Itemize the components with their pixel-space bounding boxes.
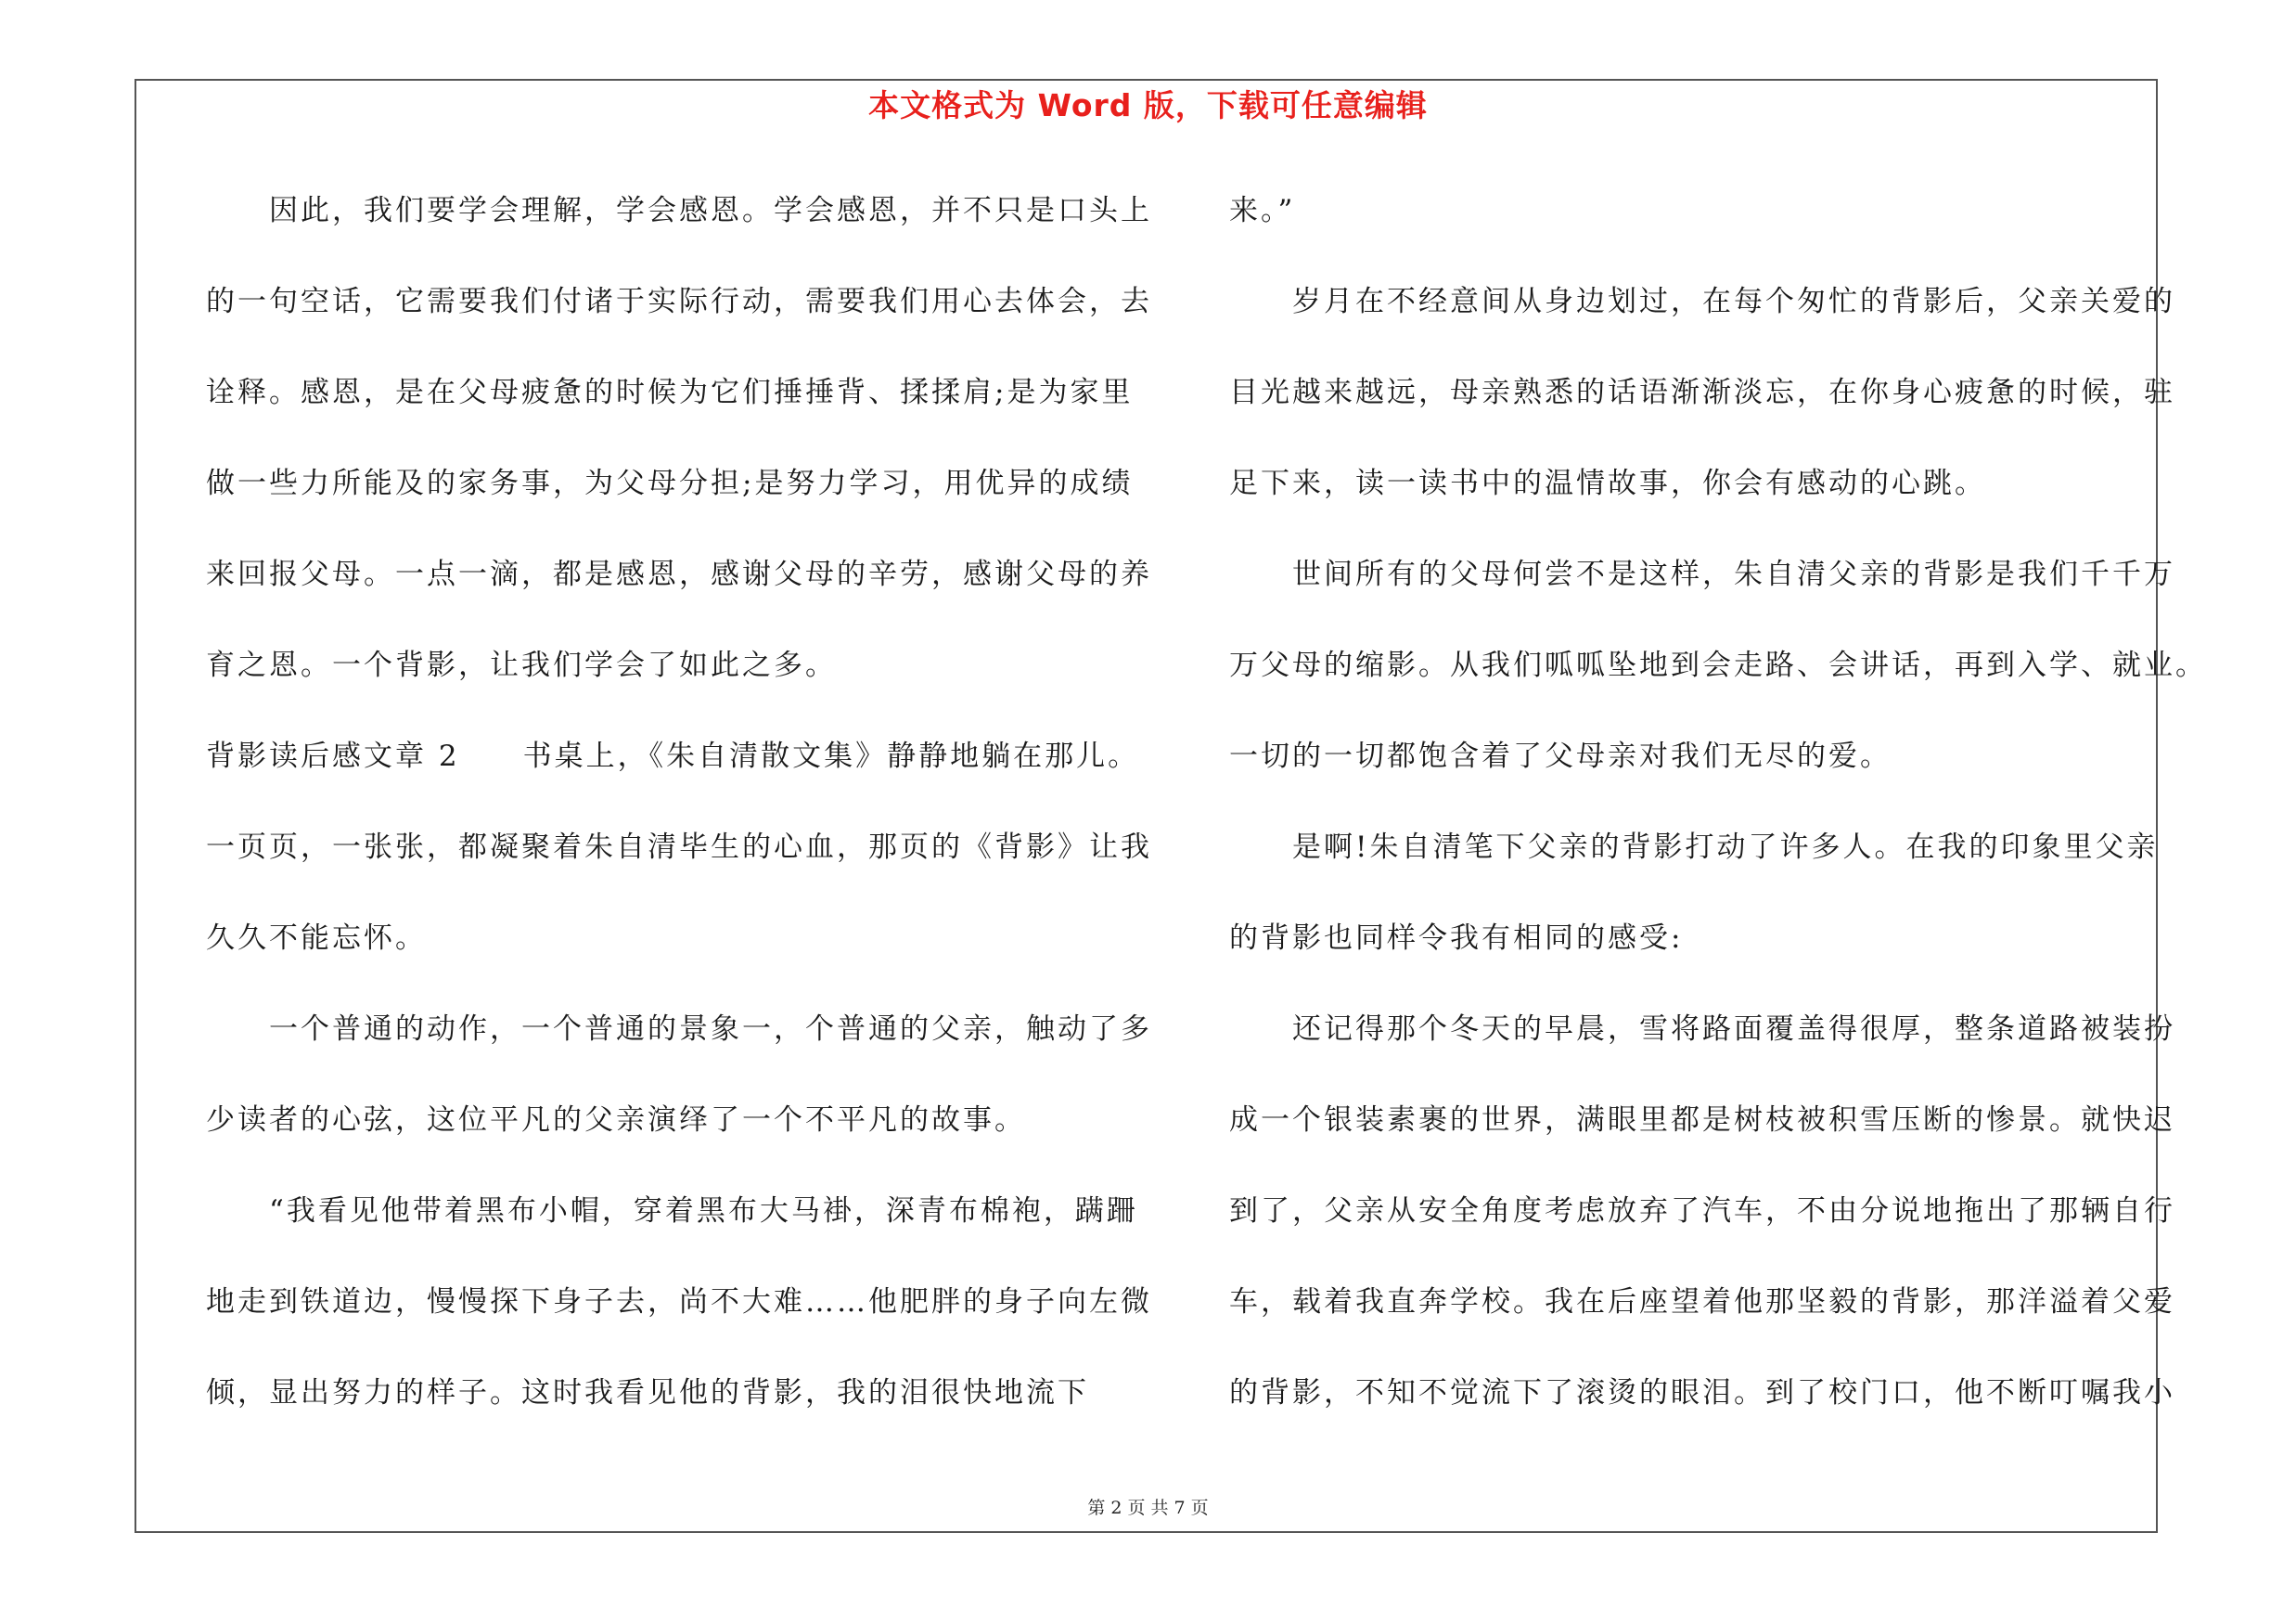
text-line: 车，载着我直奔学校。我在后座望着他那坚毅的背影，那洋溢着父爱 (1229, 1285, 2175, 1319)
text-line: 足下来，读一读书中的温情故事，你会有感动的心跳。 (1229, 467, 1986, 500)
text-line: 久久不能忘怀。 (206, 921, 427, 955)
text-line: 还记得那个冬天的早晨，雪将路面覆盖得很厚，整条道路被装扮 (1229, 1012, 2175, 1046)
text-line: 少读者的心弦，这位平凡的父亲演绎了一个不平凡的故事。 (206, 1103, 1026, 1137)
text-line: 背影读后感文章 2 书桌上，《朱自清散文集》静静地躺在那儿。 (206, 740, 1140, 773)
text-line: 来回报父母。一点一滴，都是感恩，感谢父母的辛劳，感谢父母的养 (206, 558, 1152, 591)
text-line: 因此，我们要学会理解，学会感恩。学会感恩，并不只是口头上 (206, 194, 1152, 227)
text-line: 倾，显出努力的样子。这时我看见他的背影，我的泪很快地流下 (206, 1376, 1089, 1410)
right-text-column (1229, 186, 2207, 1459)
text-line: 成一个银装素裹的世界，满眼里都是树枝被积雪压断的惨景。就快迟 (1229, 1103, 2175, 1137)
document-header: 本文格式为 Word 版，下载可任意编辑 (868, 87, 1428, 123)
text-line: 诠释。感恩，是在父母疲惫的时候为它们捶捶背、揉揉肩;是为家里 (206, 376, 1134, 409)
text-line: 的一句空话，它需要我们付诸于实际行动，需要我们用心去体会，去 (206, 285, 1152, 318)
text-line: “我看见他带着黑布小帽，穿着黑布大马褂，深青布棉袍，蹒跚 (206, 1194, 1138, 1228)
text-line: 万父母的缩影。从我们呱呱坠地到会走路、会讲话，再到入学、就业。 (1229, 649, 2207, 682)
text-line: 地走到铁道边，慢慢探下身子去，尚不大难……他肥胖的身子向左微 (206, 1285, 1152, 1319)
text-line: 是啊!朱自清笔下父亲的背影打动了许多人。在我的印象里父亲 (1229, 831, 2159, 864)
left-text-column (206, 186, 1152, 1459)
text-line: 的背影也同样令我有相同的感受: (1229, 921, 1684, 955)
text-line: 一切的一切都饱含着了父母亲对我们无尽的爱。 (1229, 740, 1892, 773)
text-line: 一个普通的动作，一个普通的景象一，个普通的父亲，触动了多 (206, 1012, 1152, 1046)
text-line: 目光越来越远，母亲熟悉的话语渐渐淡忘，在你身心疲惫的时候，驻 (1229, 376, 2175, 409)
text-line: 做一些力所能及的家务事，为父母分担;是努力学习，用优异的成绩 (206, 467, 1134, 500)
text-line: 世间所有的父母何尝不是这样，朱自清父亲的背影是我们千千万 (1229, 558, 2175, 591)
text-line: 到了，父亲从安全角度考虑放弃了汽车，不由分说地拖出了那辆自行 (1229, 1194, 2175, 1228)
text-line: 一页页，一张张，都凝聚着朱自清毕生的心血，那页的《背影》让我 (206, 831, 1152, 864)
text-line: 的背影，不知不觉流下了滚烫的眼泪。到了校门口，他不断叮嘱我小 (1229, 1376, 2175, 1410)
text-line: 岁月在不经意间从身边划过，在每个匆忙的背影后，父亲关爱的 (1229, 285, 2175, 318)
page-number-footer: 第 2 页 共 7 页 (1087, 1498, 1209, 1518)
text-line: 来。” (1229, 194, 1296, 227)
text-line: 育之恩。一个背影，让我们学会了如此之多。 (206, 649, 837, 682)
